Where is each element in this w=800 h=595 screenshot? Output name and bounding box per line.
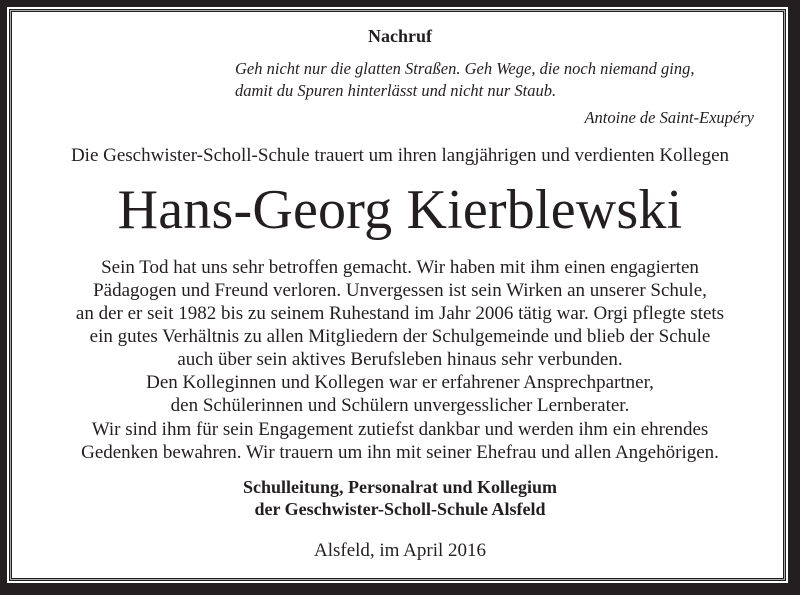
- quote-line: Geh nicht nur die glatten Straßen. Geh Wege, die noch niemand ging,: [235, 59, 695, 78]
- body-line: Pädagogen und Freund verloren. Unvergessen ist sein Wirken an unserer Schule,: [93, 280, 707, 301]
- signature-line: der Geschwister-Scholl-Schule Alsfeld: [254, 499, 546, 519]
- quote: [235, 58, 694, 102]
- body-line: Sein Tod hat uns sehr betroffen gemacht. Wir haben mit ihm einen engagierten: [101, 257, 699, 278]
- deceased-name: Hans-Georg Kierblewski: [117, 179, 683, 241]
- body-line: an der er seit 1982 bis zu seinem Ruhestand im Jahr 2006 tätig war. Orgi pflegte stets: [75, 303, 725, 324]
- body-line: den Schülerinnen und Schülern unvergesslicher Lernberater.: [170, 395, 630, 416]
- signature: [0, 476, 800, 520]
- body-text: [0, 256, 800, 417]
- place-date: Alsfeld, im April 2016: [313, 540, 487, 561]
- closing-text: [0, 418, 800, 464]
- body-line: ein gutes Verhältnis zu allen Mitgliedern der Schulgemeinde und blieb der Schule: [89, 326, 711, 347]
- quote-line: damit du Spuren hinterlässt und nicht nur Staub.: [235, 81, 557, 100]
- signature-line: Schulleitung, Personalrat und Kollegium: [242, 477, 558, 497]
- heading: Nachruf: [368, 26, 432, 46]
- body-line: Den Kolleginnen und Kollegen war er erfahrener Ansprechpartner,: [146, 372, 654, 393]
- closing-line: Wir sind ihm für sein Engagement zutiefst dankbar und werden ihm ein ehrendes: [91, 419, 709, 440]
- closing-line: Gedenken bewahren. Wir trauern um ihn mit seiner Ehefrau und allen Angehörigen.: [81, 442, 719, 463]
- body-line: auch über sein aktives Berufsleben hinaus sehr verbunden.: [177, 349, 623, 370]
- intro-text: Die Geschwister-Scholl-Schule trauert um ihren langjährigen und verdienten Kollegen: [70, 145, 730, 166]
- quote-author: Antoine de Saint-Exupéry: [584, 108, 754, 127]
